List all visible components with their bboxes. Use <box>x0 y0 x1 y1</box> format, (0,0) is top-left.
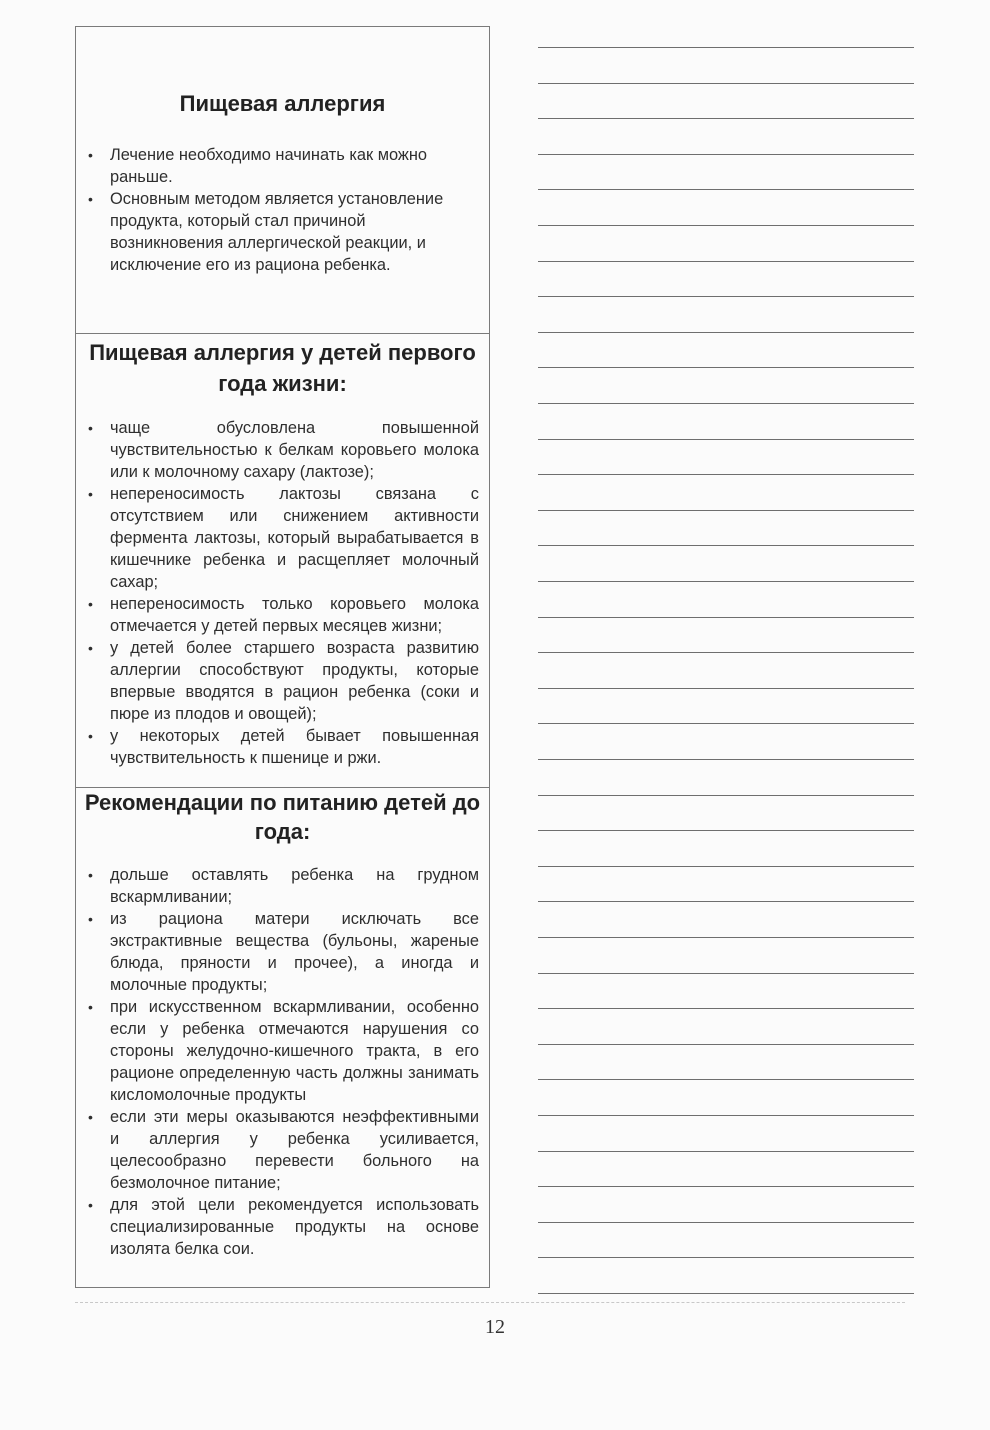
section-food-allergy <box>76 27 489 333</box>
note-line <box>538 1222 914 1223</box>
notes-lines-area <box>538 0 914 1300</box>
bullet-list <box>76 417 489 769</box>
list-item: • чаще обусловлена повышенной чувствительностью к белкам коровьего молока или к молочному сахару (лактозе); <box>88 417 479 483</box>
note-line <box>538 688 914 689</box>
note-line <box>538 439 914 440</box>
list-item: • Лечение необходимо начинать как можно раньше. <box>88 144 479 188</box>
note-line <box>538 1079 914 1080</box>
note-line <box>538 154 914 155</box>
note-line <box>538 1151 914 1152</box>
note-line <box>538 1115 914 1116</box>
note-line <box>538 652 914 653</box>
note-line <box>538 901 914 902</box>
section-nutrition-recommendations <box>76 787 489 1287</box>
list-item: • непереносимость лактозы связана с отсутствием или снижением активности фермента лактозы, который вырабатывается в кишечнике ребенка и расщепляет молочный сахар; <box>88 483 479 593</box>
list-item: • если эти меры оказываются неэффективными и аллергия у ребенка усиливается, целесообразно перевести больного на безмолочное питание; <box>88 1106 479 1194</box>
note-line <box>538 510 914 511</box>
list-item: • при искусственном вскармливании, особенно если у ребенка отмечаются нарушения со стороны желудочно-кишечного тракта, в его рационе определенную часть должны занимать кисломолочные продукты <box>88 996 479 1106</box>
note-line <box>538 617 914 618</box>
list-item: • непереносимость только коровьего молока отмечается у детей первых месяцев жизни; <box>88 593 479 637</box>
note-line <box>538 581 914 582</box>
page-number: 12 <box>485 1316 505 1338</box>
note-line <box>538 759 914 760</box>
note-line <box>538 973 914 974</box>
section-heading: Пищевая аллергия у детей первого года жизни: <box>89 340 476 396</box>
list-item: • у детей более старшего возраста развитию аллергии способствуют продукты, которые впервые вводятся в рацион ребенка (соки и пюре из плодов и овощей); <box>88 637 479 725</box>
note-line <box>538 332 914 333</box>
bullet-list <box>76 144 489 276</box>
note-line <box>538 795 914 796</box>
note-line <box>538 403 914 404</box>
note-line <box>538 296 914 297</box>
note-line <box>538 367 914 368</box>
section-heading: Пищевая аллергия <box>179 91 386 116</box>
note-line <box>538 189 914 190</box>
bottom-dashed-rule <box>75 1302 905 1303</box>
note-line <box>538 866 914 867</box>
note-line <box>538 1257 914 1258</box>
note-line <box>538 830 914 831</box>
note-line <box>538 47 914 48</box>
bullet-list <box>76 864 489 1260</box>
note-line <box>538 545 914 546</box>
note-line <box>538 83 914 84</box>
note-line <box>538 118 914 119</box>
note-line <box>538 1293 914 1294</box>
content-frame <box>75 26 490 1288</box>
list-item: • Основным методом является установление продукта, который стал причиной возникновения аллергической реакции, и исключение его из рациона ребенка. <box>88 188 479 276</box>
list-item: • для этой цели рекомендуется использовать специализированные продукты на основе изолята белка сои. <box>88 1194 479 1260</box>
note-line <box>538 1186 914 1187</box>
section-infant-allergy <box>76 333 489 787</box>
note-line <box>538 723 914 724</box>
note-line <box>538 474 914 475</box>
list-item: • у некоторых детей бывает повышенная чувствительность к пшенице и ржи. <box>88 725 479 769</box>
section-heading: Рекомендации по питанию детей до года: <box>84 790 481 844</box>
note-line <box>538 937 914 938</box>
note-line <box>538 1008 914 1009</box>
note-line <box>538 225 914 226</box>
note-line <box>538 1044 914 1045</box>
list-item: • из рациона матери исключать все экстрактивные вещества (бульоны, жареные блюда, пряности и прочее), а иногда и молочные продукты; <box>88 908 479 996</box>
list-item: • дольше оставлять ребенка на грудном вскармливании; <box>88 864 479 908</box>
note-line <box>538 261 914 262</box>
